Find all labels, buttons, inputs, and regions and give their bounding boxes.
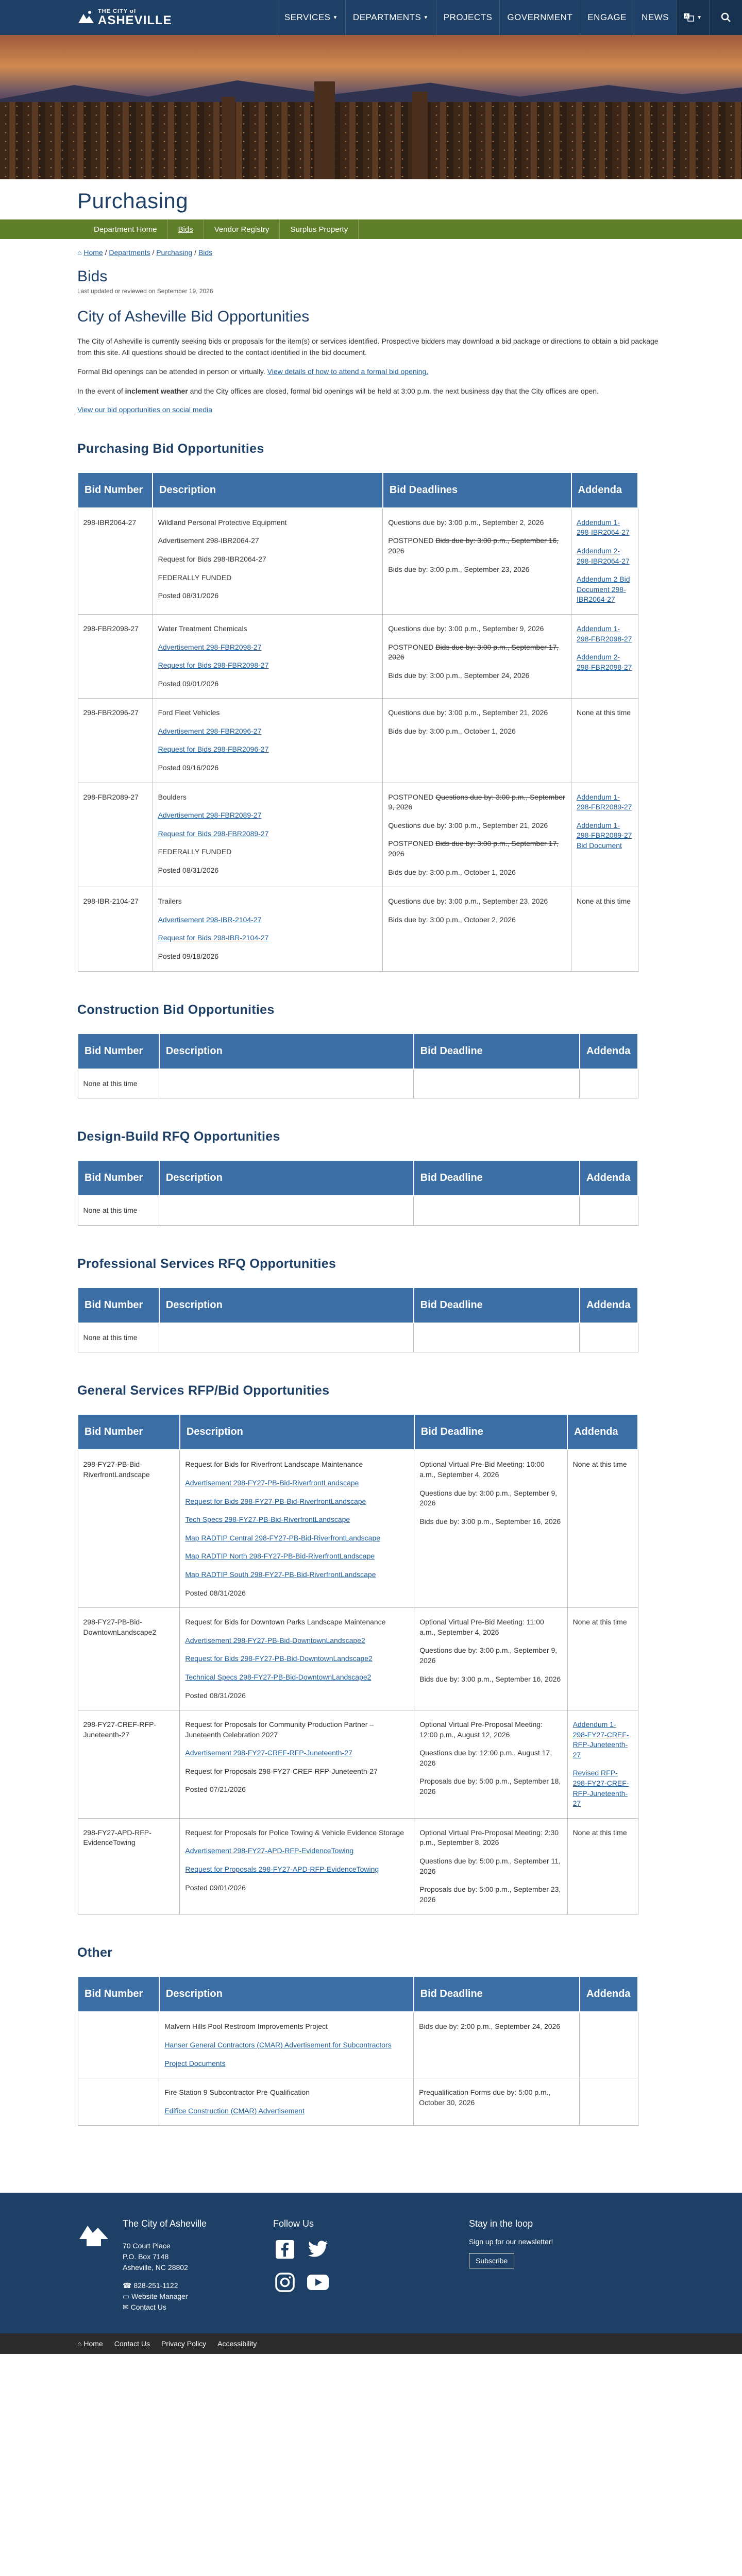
col-addenda: Addenda — [567, 1414, 638, 1450]
document-link[interactable]: Request for Bids 298-FY27-PB-Bid-DowntownLandscape2 — [185, 1654, 373, 1663]
document-link[interactable]: Advertisement 298-FY27-PB-Bid-DowntownLandscape2 — [185, 1636, 365, 1645]
col-description: Description — [159, 1160, 414, 1196]
general-bids-table — [77, 1414, 638, 1914]
bid-addenda — [571, 508, 638, 615]
table-row — [78, 1323, 638, 1352]
table-row — [78, 783, 638, 887]
bid-description: Trailers Advertisement 298-IBR-2104-27 Request for Bids 298-IBR-2104-27 Posted 09/18/2026 — [153, 887, 383, 971]
breadcrumb-bids[interactable]: Bids — [198, 248, 213, 257]
bid-deadlines: Optional Virtual Pre-Bid Meeting: 11:00 a.m., September 4, 2026 Questions due by: 3:00 p.m., September 9, 2026 Bids due by: 3:00 p.m., September 16, 2026 — [414, 1608, 567, 1710]
construction-bids-table — [77, 1033, 638, 1099]
site-footer — [0, 2193, 742, 2333]
footer-website-manager[interactable]: ▭ Website Manager — [123, 2292, 188, 2301]
bid-deadlines: Questions due by: 3:00 p.m., September 2, 2026 POSTPONED Bids due by: 3:00 p.m., September 16, 2026 Bids due by: 3:00 p.m., September 23, 2026 — [383, 508, 571, 615]
weather-paragraph: In the event of inclement weather and the City offices are closed, formal bid openings will be held at 3:00 p.m. the next business day that the City offices are open. — [77, 387, 599, 396]
attend-bid-opening-link[interactable]: View details of how to attend a formal bid opening. — [267, 367, 429, 376]
col-bid-number: Bid Number — [78, 1033, 159, 1069]
bid-addenda — [571, 783, 638, 887]
designbuild-bids-table — [77, 1160, 638, 1226]
bottom-privacy-link[interactable]: Privacy Policy — [161, 2340, 207, 2348]
bid-description: Ford Fleet Vehicles Advertisement 298-FBR2096-27 Request for Bids 298-FBR2096-27 Posted 09/16/2026 — [153, 699, 383, 783]
col-bid-deadline: Bid Deadline — [414, 1414, 567, 1450]
construction-section-title: Construction Bid Opportunities — [77, 1002, 275, 1017]
document-link[interactable]: Tech Specs 298-FY27-PB-Bid-RiverfrontLandscape — [185, 1515, 350, 1524]
advertisement-link[interactable]: Advertisement 298-IBR-2104-27 — [158, 915, 262, 924]
document-link[interactable]: Edifice Construction (CMAR) Advertisement — [164, 2106, 305, 2115]
city-logo[interactable] — [77, 9, 172, 27]
document-link[interactable]: Map RADTIP South 298-FY27-PB-Bid-RiverfrontLandscape — [185, 1570, 376, 1579]
home-icon: ⌂ — [77, 248, 82, 257]
general-section-title: General Services RFP/Bid Opportunities — [77, 1383, 330, 1398]
table-row — [78, 614, 638, 698]
subnav-vendor-registry[interactable]: Vendor Registry — [204, 219, 280, 239]
bid-deadlines: Optional Virtual Pre-Proposal Meeting: 2:30 p.m., September 8, 2026 Questions due by: 5:00 p.m., September 11, 2026 Proposals due by: 5:00 p.m., September 23, 2026 — [414, 1818, 567, 1914]
bid-description: Request for Proposals for Police Towing & Vehicle Evidence Storage Advertisement 298-FY27-APD-RFP-EvidenceTowing Request for Proposals 298-FY27-APD-RFP-EvidenceTowing Posted 09/01/2026 — [180, 1818, 414, 1914]
bid-number: 298-FBR2098-27 — [78, 614, 153, 698]
bid-number: 298-FY27-PB-Bid-RiverfrontLandscape — [78, 1450, 180, 1607]
search-icon — [721, 12, 731, 23]
subscribe-button[interactable]: Subscribe — [469, 2253, 514, 2268]
document-link[interactable]: Map RADTIP North 298-FY27-PB-Bid-RiverfrontLandscape — [185, 1552, 375, 1561]
breadcrumb: ⌂ Home / Departments / Purchasing / Bids — [77, 248, 213, 257]
phone-icon: ☎ — [123, 2281, 132, 2290]
breadcrumb-purchasing[interactable]: Purchasing — [156, 248, 193, 257]
subnav-department-home[interactable]: Department Home — [83, 219, 168, 239]
addendum-link[interactable]: Revised RFP- 298-FY27-CREF-RFP-Juneteenth-27 — [572, 1769, 629, 1808]
col-addenda: Addenda — [580, 1160, 638, 1196]
bid-deadlines: Bids due by: 2:00 p.m., September 24, 2026 — [414, 2012, 580, 2078]
bid-opportunities-heading: City of Asheville Bid Opportunities — [77, 308, 310, 325]
professional-section-title: Professional Services RFQ Opportunities — [77, 1256, 336, 1271]
col-addenda: Addenda — [571, 472, 638, 508]
bottom-bar — [0, 2333, 742, 2354]
bid-number: 298-IBR-2104-27 — [78, 887, 153, 971]
designbuild-section-title: Design-Build RFQ Opportunities — [77, 1129, 280, 1144]
hero-city-image — [0, 35, 742, 179]
document-link[interactable]: Advertisement 298-FY27-CREF-RFP-Juneteenth-27 — [185, 1749, 352, 1757]
purchasing-bids-table — [77, 472, 638, 972]
bid-deadlines: Optional Virtual Pre-Proposal Meeting: 12:00 p.m., August 12, 2026 Questions due by: 12:00 p.m., August 17, 2026 Proposals due by: 5:00 p.m., September 18, 2026 — [414, 1710, 567, 1819]
col-bid-number: Bid Number — [78, 1287, 159, 1323]
top-navbar — [0, 0, 742, 35]
addendum-link[interactable]: Addendum 1- 298-FBR2089-27 Bid Document — [577, 821, 632, 850]
col-addenda: Addenda — [580, 1033, 638, 1069]
col-description: Description — [159, 1976, 414, 2012]
document-link[interactable]: Advertisement 298-FY27-PB-Bid-RiverfrontLandscape — [185, 1478, 359, 1487]
laptop-icon: ▭ — [123, 2292, 130, 2301]
translate-button[interactable]: A ▼ — [676, 0, 709, 35]
bid-number — [78, 2012, 159, 2078]
addendum-link[interactable]: Addendum 2 Bid Document 298-IBR2064-27 — [577, 575, 630, 604]
stay-in-loop-heading: Stay in the loop — [469, 2218, 533, 2229]
twitter-icon[interactable] — [306, 2238, 330, 2261]
bid-number: 298-FBR2096-27 — [78, 699, 153, 783]
nav-projects[interactable]: PROJECTS — [436, 0, 500, 35]
bid-addenda: None at this time — [567, 1450, 638, 1607]
nav-news[interactable]: NEWS — [634, 0, 676, 35]
document-link[interactable]: Hanser General Contractors (CMAR) Advertisement for Subcontractors — [164, 2041, 392, 2049]
last-updated: Last updated or reviewed on September 19, 2026 — [77, 287, 213, 295]
nav-departments[interactable]: DEPARTMENTS ▼ — [345, 0, 436, 35]
table-row — [78, 1710, 638, 1819]
logo-big-text: ASHEVILLE — [98, 13, 172, 27]
table-row — [78, 1069, 638, 1098]
bid-description: Request for Bids for Riverfront Landscape Maintenance Advertisement 298-FY27-PB-Bid-RiverfrontLandscape Request for Bids 298-FY27-PB-Bid-RiverfrontLandscape Tech Specs 298-FY27-PB-Bid-RiverfrontLandscape Map RADTIP Central 298-FY27-PB-Bid-RiverfrontLandscape Map RADTIP North 298-FY27-PB-Bid-RiverfrontLandscape Map RADTIP South 298-FY27-PB-Bid-RiverfrontLandscape Posted 08/31/2026 — [180, 1450, 414, 1607]
bid-addenda: None at this time — [567, 1818, 638, 1914]
table-row — [78, 699, 638, 783]
newsletter-text: Sign up for our newsletter! — [469, 2238, 553, 2246]
bid-description: Boulders Advertisement 298-FBR2089-27 Request for Bids 298-FBR2089-27 FEDERALLY FUNDED Posted 08/31/2026 — [153, 783, 383, 887]
footer-address: 70 Court Place P.O. Box 7148 Asheville, NC 28802 — [123, 2242, 188, 2272]
other-section-title: Other — [77, 1945, 113, 1960]
bid-description: Fire Station 9 Subcontractor Pre-Qualification Edifice Construction (CMAR) Advertisement — [159, 2078, 414, 2126]
col-bid-number: Bid Number — [78, 1414, 180, 1450]
request-for-bids-link[interactable]: Request for Bids 298-FBR2096-27 — [158, 745, 269, 754]
breadcrumb-home[interactable]: Home — [83, 248, 103, 257]
table-row — [78, 1196, 638, 1225]
breadcrumb-departments[interactable]: Departments — [109, 248, 150, 257]
bid-number: 298-FY27-PB-Bid-DowntownLandscape2 — [78, 1608, 180, 1710]
bid-deadlines: Questions due by: 3:00 p.m., September 23, 2026 Bids due by: 3:00 p.m., October 2, 2026 — [383, 887, 571, 971]
professional-bids-table — [77, 1287, 638, 1353]
logo-small-text: THE CITY of — [98, 8, 137, 14]
instagram-icon[interactable] — [273, 2270, 297, 2294]
col-description: Description — [159, 1287, 414, 1323]
bid-addenda: None at this time — [571, 887, 638, 971]
bid-number: 298-FY27-CREF-RFP-Juneteenth-27 — [78, 1710, 180, 1819]
subnav-surplus-property[interactable]: Surplus Property — [280, 219, 359, 239]
bid-addenda: None at this time — [571, 699, 638, 783]
document-link[interactable]: Advertisement 298-FY27-APD-RFP-EvidenceTowing — [185, 1846, 354, 1855]
bottom-home-link[interactable]: ⌂ Home — [77, 2340, 103, 2348]
col-bid-number: Bid Number — [78, 1160, 159, 1196]
search-button[interactable] — [709, 0, 742, 35]
addendum-link[interactable]: Addendum 1- 298-FBR2089-27 — [577, 792, 632, 811]
purchasing-section-title: Purchasing Bid Opportunities — [77, 441, 264, 456]
document-link[interactable]: Technical Specs 298-FY27-PB-Bid-DowntownLandscape2 — [185, 1672, 372, 1681]
bid-description: Wildland Personal Protective Equipment Advertisement 298-IBR2064-27 Request for Bids 298-IBR2064-27 FEDERALLY FUNDED Posted 08/31/2026 — [153, 508, 383, 615]
follow-us-heading: Follow Us — [273, 2218, 314, 2229]
bid-number: 298-IBR2064-27 — [78, 508, 153, 615]
bid-description: Request for Bids for Downtown Parks Landscape Maintenance Advertisement 298-FY27-PB-Bid-DowntownLandscape2 Request for Bids 298-FY27-PB-Bid-DowntownLandscape2 Technical Specs 298-FY27-PB-Bid-DowntownLandscape2 Posted 08/31/2026 — [180, 1608, 414, 1710]
addendum-link[interactable]: Addendum 1- 298-FY27-CREF-RFP-Juneteenth-27 — [572, 1720, 629, 1759]
bid-deadlines: Questions due by: 3:00 p.m., September 9, 2026 POSTPONED Bids due by: 3:00 p.m., September 17, 2026 Bids due by: 3:00 p.m., September 24, 2026 — [383, 614, 571, 698]
page-title: Purchasing — [77, 189, 189, 213]
footer-contact-us[interactable]: ✉ Contact Us — [123, 2303, 166, 2312]
col-bid-number: Bid Number — [78, 1976, 159, 2012]
col-bid-deadline: Bid Deadline — [414, 1033, 580, 1069]
bid-addenda — [580, 2078, 638, 2126]
table-row — [78, 508, 638, 615]
bid-deadlines: Optional Virtual Pre-Bid Meeting: 10:00 a.m., September 4, 2026 Questions due by: 3:00 p.m., September 9, 2026 Bids due by: 3:00 p.m., September 16, 2026 — [414, 1450, 567, 1607]
mountain-logo-icon — [77, 9, 95, 26]
bid-deadlines: Prequalification Forms due by: 5:00 p.m., October 30, 2026 — [414, 2078, 580, 2126]
bottom-accessibility-link[interactable]: Accessibility — [217, 2340, 257, 2348]
bid-addenda: None at this time — [567, 1608, 638, 1710]
addendum-link[interactable]: Addendum 2- 298-FBR2098-27 — [577, 653, 632, 671]
bid-deadlines: POSTPONED Questions due by: 3:00 p.m., September 9, 2026 Questions due by: 3:00 p.m., September 21, 2026 POSTPONED Bids due by: 3:00 p.m., September 17, 2026 Bids due by: 3:00 p.m., October 1, 2026 — [383, 783, 571, 887]
col-bid-number: Bid Number — [78, 472, 153, 508]
nav-government[interactable]: GOVERNMENT — [499, 0, 580, 35]
empty-message: None at this time — [78, 1323, 159, 1352]
table-row — [78, 1818, 638, 1914]
document-link[interactable]: Project Documents — [164, 2059, 226, 2067]
col-bid-deadline: Bid Deadline — [414, 1160, 580, 1196]
bid-description: Water Treatment Chemicals Advertisement 298-FBR2098-27 Request for Bids 298-FBR2098-27 Posted 09/01/2026 — [153, 614, 383, 698]
nav-engage[interactable]: ENGAGE — [580, 0, 634, 35]
request-for-bids-link[interactable]: Request for Bids 298-FBR2089-27 — [158, 829, 269, 838]
other-bids-table — [77, 1976, 638, 2126]
home-icon: ⌂ — [77, 2340, 82, 2348]
col-addenda: Addenda — [580, 1976, 638, 2012]
col-bid-deadline: Bid Deadline — [414, 1287, 580, 1323]
city-seal-icon — [77, 2218, 110, 2251]
page-heading: Bids — [77, 268, 108, 285]
subnav-bids[interactable]: Bids — [168, 219, 204, 239]
svg-text:A: A — [685, 14, 688, 19]
col-addenda: Addenda — [580, 1287, 638, 1323]
youtube-icon[interactable] — [306, 2270, 330, 2294]
bid-number: 298-FY27-APD-RFP-EvidenceTowing — [78, 1818, 180, 1914]
facebook-icon[interactable] — [273, 2238, 297, 2261]
bid-addenda — [580, 2012, 638, 2078]
document-link[interactable]: Map RADTIP Central 298-FY27-PB-Bid-RiverfrontLandscape — [185, 1533, 381, 1542]
advertisement-link[interactable]: Advertisement 298-FBR2096-27 — [158, 726, 262, 735]
table-row — [78, 887, 638, 971]
col-description: Description — [180, 1414, 414, 1450]
table-row — [78, 1450, 638, 1607]
bid-number: 298-FBR2089-27 — [78, 783, 153, 887]
document-link[interactable]: Request for Proposals 298-FY27-APD-RFP-EvidenceTowing — [185, 1865, 379, 1874]
table-row — [78, 2078, 638, 2126]
bid-description: Request for Proposals for Community Production Partner – Juneteenth Celebration 2027 Advertisement 298-FY27-CREF-RFP-Juneteenth-27 Request for Proposals 298-FY27-CREF-RFP-Juneteenth-27 Posted 07/21/2026 — [180, 1710, 414, 1819]
advertisement-link[interactable]: Advertisement 298-FBR2089-27 — [158, 811, 262, 820]
col-description: Description — [153, 472, 383, 508]
empty-message: None at this time — [78, 1196, 159, 1225]
request-for-bids-link[interactable]: Request for Bids 298-FBR2098-27 — [158, 661, 269, 670]
envelope-icon: ✉ — [123, 2303, 129, 2312]
social-media-link[interactable]: View our bid opportunities on social media — [77, 405, 213, 414]
table-row — [78, 2012, 638, 2078]
request-for-bids-link[interactable]: Request for Bids 298-IBR-2104-27 — [158, 934, 269, 942]
bid-addenda — [571, 614, 638, 698]
translate-icon — [683, 13, 695, 22]
addendum-link[interactable]: Addendum 1- 298-FBR2098-27 — [577, 624, 632, 643]
bid-number — [78, 2078, 159, 2126]
bid-description: Malvern Hills Pool Restroom Improvements Project Hanser General Contractors (CMAR) Advertisement for Subcontractors Project Documents — [159, 2012, 414, 2078]
intro-paragraph: The City of Asheville is currently seeking bids or proposals for the item(s) or services identified. Prospective bidders may download a bid package or directions to obtain a bid package from this site. All questions should be directed to the contact identified in the bid document. — [77, 337, 659, 357]
empty-message: None at this time — [78, 1069, 159, 1098]
bid-addenda — [567, 1710, 638, 1819]
col-description: Description — [159, 1033, 414, 1069]
nav-services[interactable]: SERVICES ▼ — [277, 0, 345, 35]
bottom-contact-link[interactable]: Contact Us — [114, 2340, 150, 2348]
footer-org-name: The City of Asheville — [123, 2218, 207, 2229]
department-subnav — [0, 219, 742, 239]
col-bid-deadline: Bid Deadline — [414, 1976, 580, 2012]
col-bid-deadlines: Bid Deadlines — [383, 472, 571, 508]
advertisement-link[interactable]: Advertisement 298-FBR2098-27 — [158, 642, 262, 651]
addendum-link[interactable]: Addendum 1- 298-IBR2064-27 — [577, 518, 630, 537]
document-link[interactable]: Request for Bids 298-FY27-PB-Bid-RiverfrontLandscape — [185, 1497, 366, 1505]
table-row — [78, 1608, 638, 1710]
bid-opening-paragraph: Formal Bid openings can be attended in person or virtually. View details of how to attend a formal bid opening. — [77, 367, 429, 376]
addendum-link[interactable]: Addendum 2- 298-IBR2064-27 — [577, 546, 630, 565]
footer-phone[interactable]: ☎ 828-251-1122 — [123, 2281, 178, 2290]
bid-deadlines: Questions due by: 3:00 p.m., September 21, 2026 Bids due by: 3:00 p.m., October 1, 2026 — [383, 699, 571, 783]
